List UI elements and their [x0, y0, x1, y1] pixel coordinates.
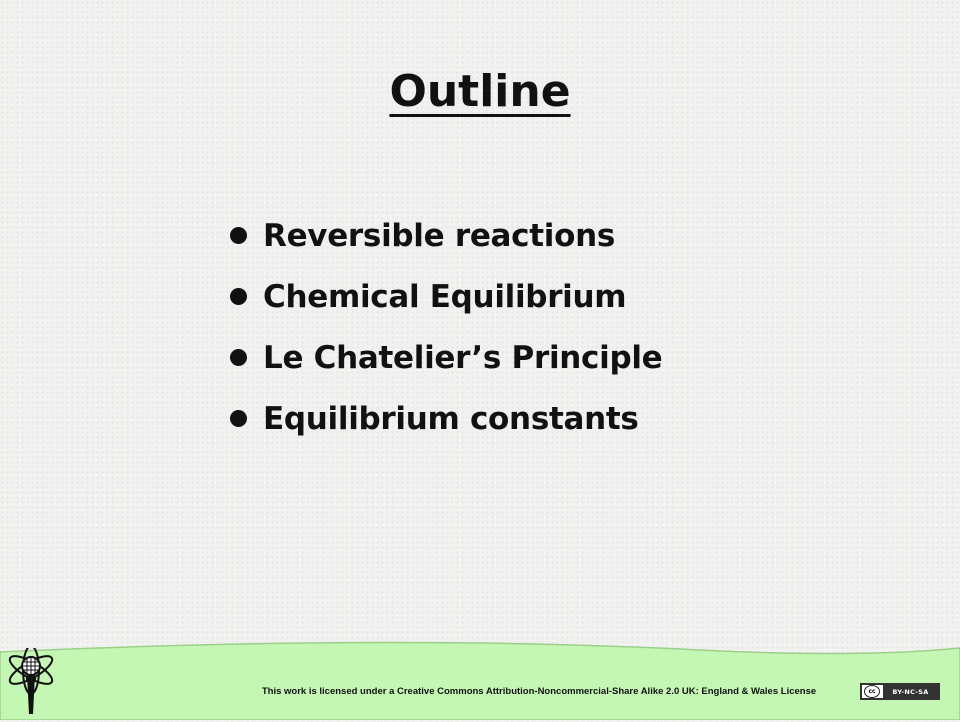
cc-license-badge[interactable]: [860, 683, 940, 700]
cc-icon: cc: [864, 685, 880, 698]
bullet-icon: [230, 410, 247, 427]
list-item-label: Le Chatelier’s Principle: [263, 339, 663, 376]
list-item: [230, 327, 662, 388]
footer-band: [0, 636, 960, 720]
bullet-icon: [230, 227, 247, 244]
outline-list: [230, 205, 662, 449]
atom-microphone-logo-icon: [2, 648, 60, 722]
list-item: [230, 388, 662, 449]
bullet-icon: [230, 288, 247, 305]
list-item-label: Reversible reactions: [263, 217, 615, 254]
license-text: This work is licensed under a Creative Commons Attribution-Noncommercial-Share Alike 2.0 UK: England & Wales License: [261, 686, 817, 697]
list-item: [230, 266, 662, 327]
list-item-label: Equilibrium constants: [263, 400, 639, 437]
slide-title-text: Outline: [389, 66, 571, 117]
cc-terms-label: BY-NC-SA: [883, 685, 938, 698]
bullet-icon: [230, 349, 247, 366]
slide-title: [0, 66, 960, 117]
list-item-label: Chemical Equilibrium: [263, 278, 627, 315]
list-item: [230, 205, 662, 266]
